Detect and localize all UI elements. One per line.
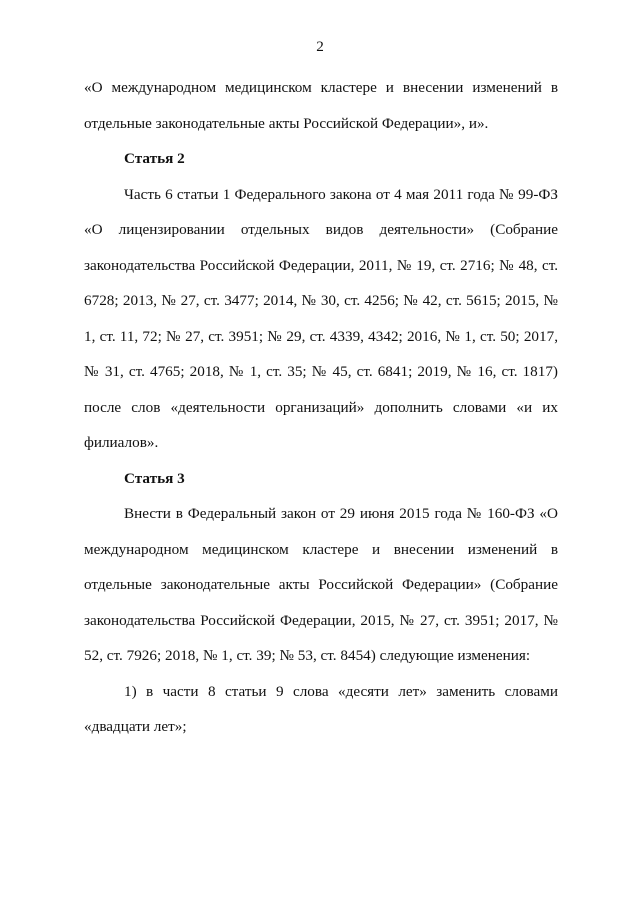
article-3-heading: Статья 3 <box>124 469 185 487</box>
article-3-text: Внести в Федеральный закон от 29 июня 2015 года № 160-ФЗ «О международном медицинском кластере и внесении изменений в отдельные законодательные акты Российской Федерации» (Собрание законодательства Российской Федерации, 2015, № 27, ст. 3951; 2017, № 52, ст. 7926; 2018, № 1, ст. 39; № 53, ст. 8454) следующие изменения: <box>84 505 558 664</box>
document-body <box>84 70 558 745</box>
article-2-heading: Статья 2 <box>124 150 185 167</box>
article-2-text: Часть 6 статьи 1 Федерального закона от 4 мая 2011 года № 99-ФЗ «О лицензировании отдельных видов деятельности» (Собрание законодательства Российской Федерации, 2011, № 19, ст. 2716; № 48, ст. 6728; 2013, № 27, ст. 3477; 2014, № 30, ст. 4256; № 42, ст. 5615; 2015, № 1, ст. 11, 72; № 27, ст. 3951; № 29, ст. 4339, 4342; 2016, № 1, ст. 50; 2017, № 31, ст. 4765; 2018, № 1, ст. 35; № 45, ст. 6841; 2019, № 16, ст. 1817) после слов «деятельности организаций» дополнить словами «и их филиалов». <box>84 185 558 451</box>
paragraph-continuation: «О международном медицинском кластере и внесении изменений в отдельные законодательные акты Российской Федерации», и». <box>84 79 558 132</box>
article-3-item-1: 1) в части 8 статьи 9 слова «десяти лет» заменить словами «двадцати лет»; <box>84 682 558 735</box>
page-number: 2 <box>316 38 324 55</box>
